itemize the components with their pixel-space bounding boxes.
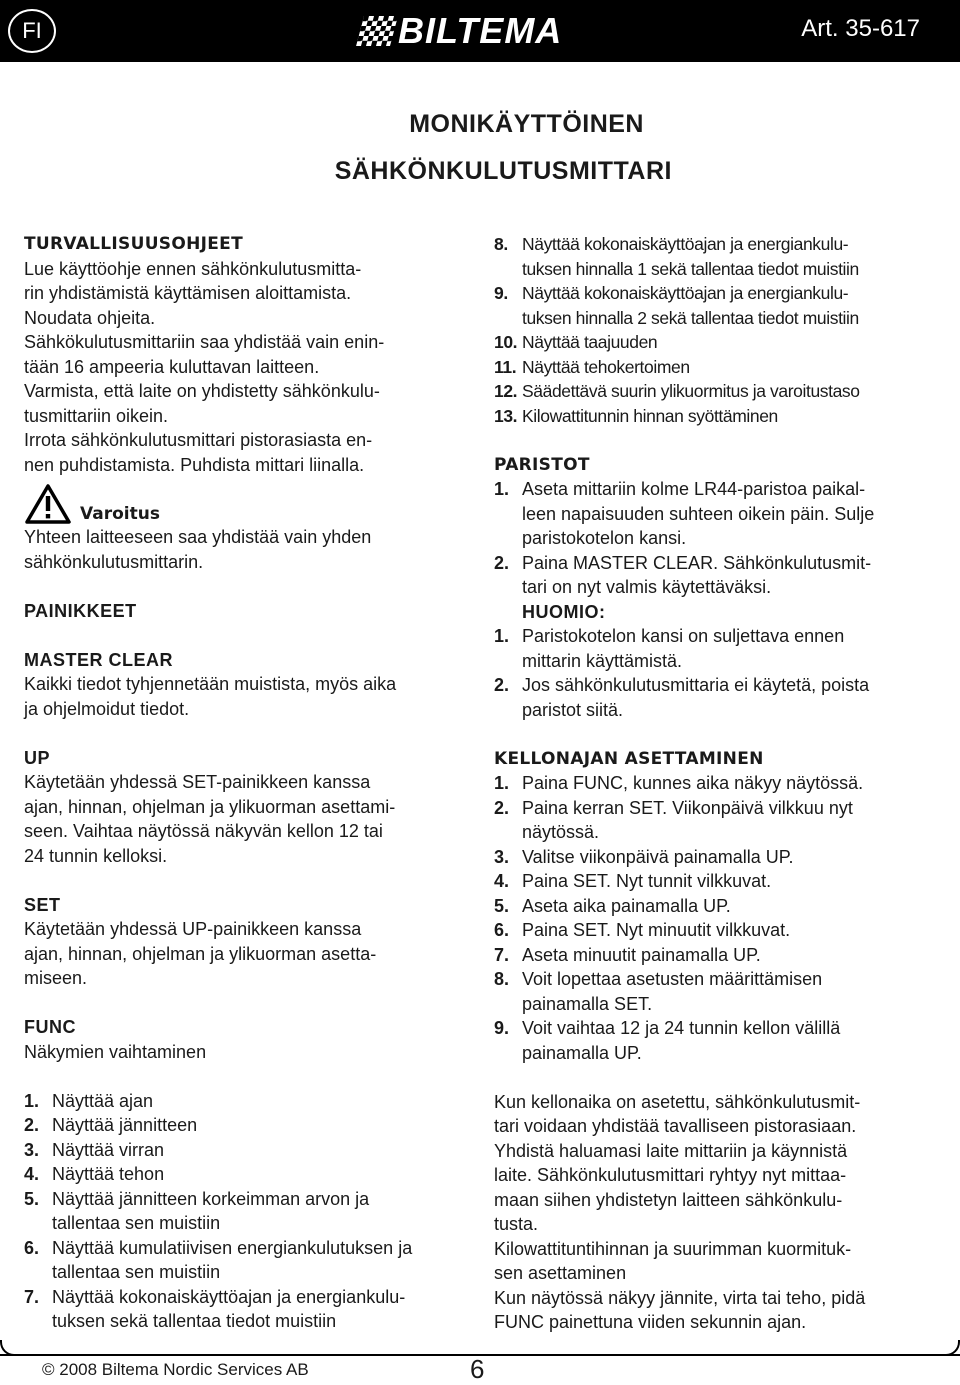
list-item [24, 1113, 474, 1138]
list-item [494, 477, 940, 551]
list-text: Näyttää ajan [52, 1090, 154, 1111]
list-text: Näyttää taajuuden [522, 332, 658, 352]
list-item [24, 1285, 474, 1334]
brand-name: BILTEMA [398, 10, 563, 51]
battery-steps [494, 477, 940, 600]
list-text: Näyttää virran [52, 1139, 165, 1160]
list-text: Näyttää kokonaiskäyttöajan ja energiankulu- [52, 1286, 406, 1307]
language-badge: FI [8, 9, 56, 53]
list-item [494, 845, 940, 870]
list-text: Paristokotelon kansi on suljettava ennen [522, 626, 845, 646]
master-clear-line: Kaikki tiedot tyhjennetään muistista, myös aika [24, 674, 397, 694]
list-item [24, 1162, 474, 1187]
paragraph-line: tari voidaan yhdistää tavalliseen pistorasiaan. [494, 1116, 857, 1136]
list-number: 7. [494, 944, 510, 965]
list-text: Jos sähkönkulutusmittaria ei käytetä, poista [522, 675, 870, 695]
list-number: 8. [494, 234, 508, 254]
func-list-right [494, 232, 940, 428]
safety-line: Sähkökulutusmittariin saa yhdistää vain enin- [24, 332, 385, 352]
list-item [494, 967, 940, 1016]
list-text: Näyttää jännitteen korkeimman arvon ja [52, 1188, 370, 1209]
list-text: painamalla SET. [522, 993, 653, 1014]
paragraph-line: Kun näytössä näkyy jännite, virta tai teho, pidä [494, 1287, 866, 1308]
clock-heading: KELLONAJAN ASETTAMINEN [494, 748, 764, 769]
warning-heading-row [24, 479, 474, 525]
list-number: 11. [494, 356, 517, 377]
list-text: Voit lopettaa asetusten määrittämisen [522, 969, 823, 989]
list-item [494, 1016, 940, 1065]
list-item [24, 1187, 474, 1236]
safety-line: nen puhdistamista. Puhdista mittari liinalla. [24, 454, 365, 475]
list-number: 2. [494, 675, 510, 695]
list-item [494, 404, 940, 429]
list-text: paristokotelon kansi. [522, 528, 687, 548]
list-number: 9. [494, 283, 508, 303]
list-number: 4. [494, 871, 510, 891]
list-text: mittarin käyttämistä. [522, 650, 683, 671]
list-text: Paina FUNC, kunnes aika näkyy näytössä. [522, 773, 864, 793]
paragraph-line: sen asettaminen [494, 1263, 627, 1283]
safety-line: Irrota sähkönkulutusmittari pistorasiasta en- [24, 430, 373, 450]
batteries-heading: PARISTOT [494, 454, 590, 475]
list-number: 12. [494, 381, 518, 401]
header-bar [0, 0, 960, 62]
list-number: 9. [494, 1018, 510, 1038]
safety-line: Noudata ohjeita. [24, 307, 156, 328]
set-line: miseen. [24, 968, 88, 988]
paragraph-line: Kun kellonaika on asetettu, sähkönkulutusmit- [494, 1091, 861, 1112]
list-item [494, 232, 940, 281]
clock-steps [494, 771, 940, 1065]
set-heading: SET [24, 894, 61, 915]
list-number: 1. [24, 1090, 40, 1111]
list-text: paristot siitä. [522, 699, 624, 720]
paragraph-line: maan siihen yhdistetyn laitteen sähkönkulu- [494, 1189, 843, 1210]
list-text: Näyttää tehon [52, 1164, 165, 1184]
brand-logo [360, 12, 562, 50]
list-text: näytössä. [522, 822, 600, 842]
warning-line: sähkönkulutusmittarin. [24, 551, 204, 572]
list-item [494, 281, 940, 330]
list-number: 3. [494, 846, 510, 867]
clock-after-text [494, 1090, 940, 1335]
list-item [494, 918, 940, 943]
list-text: tuksen sekä tallentaa tiedot muistiin [52, 1311, 337, 1331]
list-text: Aseta mittariin kolme LR44-paristoa paikal- [522, 479, 866, 499]
safety-line: tään 16 ampeeria kuluttavan laitteen. [24, 356, 320, 377]
list-item [494, 379, 940, 404]
list-item [24, 1138, 474, 1163]
list-number: 4. [24, 1164, 40, 1184]
page-title-line2: SÄHKÖNKULUTUSMITTARI [334, 157, 672, 185]
safety-line: tusmittariin oikein. [24, 405, 169, 426]
list-text: Aseta minuutit painamalla UP. [522, 944, 761, 965]
list-item [494, 330, 940, 355]
list-number: 1. [494, 773, 510, 793]
master-clear-heading: MASTER CLEAR [24, 649, 173, 670]
up-line: seen. Vaihtaa näytössä näkyvän kellon 12 tai [24, 821, 383, 841]
page-number: 6 [470, 1354, 485, 1384]
func-line: Näkymien vaihtaminen [24, 1041, 207, 1062]
list-text: tallentaa sen muistiin [52, 1213, 221, 1233]
safety-line: Lue käyttöohje ennen sähkönkulutusmitta- [24, 258, 362, 279]
list-text: Paina kerran SET. Viikonpäivä vilkkuu nyt [522, 797, 853, 818]
list-number: 10. [494, 332, 518, 352]
list-number: 3. [24, 1139, 40, 1160]
paragraph-line: laite. Sähkönkulutusmittari ryhtyy nyt mittaa- [494, 1165, 847, 1185]
list-number: 7. [24, 1286, 40, 1307]
list-text: Näyttää jännitteen [52, 1115, 198, 1135]
buttons-heading: PAINIKKEET [24, 600, 137, 621]
list-number: 5. [494, 895, 510, 916]
list-number: 13. [494, 405, 518, 426]
right-column [494, 232, 940, 1335]
copyright-text: © 2008 Biltema Nordic Services AB [42, 1360, 309, 1379]
left-column [24, 232, 474, 1334]
list-text: Kilowattitunnin hinnan syöttäminen [522, 405, 778, 426]
list-item [494, 943, 940, 968]
list-item [494, 355, 940, 380]
list-item [494, 894, 940, 919]
up-heading: UP [24, 747, 51, 768]
list-text: leen napaisuuden suhteen oikein päin. Sulje [522, 503, 875, 524]
up-line: ajan, hinnan, ohjelman ja ylikuorman asettami- [24, 796, 396, 817]
list-item [494, 869, 940, 894]
safety-text [24, 257, 474, 478]
set-line: ajan, hinnan, ohjelman ja ylikuorman asetta- [24, 943, 377, 964]
list-item [494, 771, 940, 796]
paragraph-line: tusta. [494, 1214, 539, 1234]
checker-logo-icon [356, 16, 398, 46]
list-text: Paina SET. Nyt minuutit vilkkuvat. [522, 920, 791, 940]
battery-notes [494, 624, 940, 722]
list-text: tuksen hinnalla 1 sekä tallentaa tiedot muistiin [522, 258, 859, 279]
page-title-line1: MONIKÄYTTÖINEN [409, 110, 644, 138]
func-heading: FUNC [24, 1017, 76, 1037]
list-item [24, 1236, 474, 1285]
list-number: 1. [494, 479, 510, 499]
safety-heading: TURVALLISUUSOHJEET [24, 234, 243, 254]
up-line: Käytetään yhdessä SET-painikkeen kanssa [24, 772, 371, 792]
list-text: painamalla UP. [522, 1042, 642, 1063]
article-number: Art. 35-617 [801, 15, 920, 42]
list-number: 2. [24, 1115, 40, 1135]
list-item [24, 1089, 474, 1114]
master-clear-line: ja ohjelmoidut tiedot. [24, 698, 190, 719]
list-text: Säädettävä suurin ylikuormitus ja varoitustaso [522, 381, 860, 401]
warning-line: Yhteen laitteeseen saa yhdistää vain yhden [24, 527, 372, 547]
list-item [494, 624, 940, 673]
list-text: Näyttää kumulatiivisen energiankulutuksen ja [52, 1237, 413, 1258]
list-number: 6. [24, 1237, 40, 1258]
list-text: Näyttää tehokertoimen [522, 356, 690, 377]
list-text: Voit vaihtaa 12 ja 24 tunnin kellon välillä [522, 1018, 841, 1038]
list-number: 8. [494, 969, 510, 989]
list-text: Valitse viikonpäivä painamalla UP. [522, 846, 794, 867]
list-text: tari on nyt valmis käytettäväksi. [522, 577, 772, 597]
list-item [494, 673, 940, 722]
list-text: Aseta aika painamalla UP. [522, 895, 731, 916]
list-text: tallentaa sen muistiin [52, 1262, 221, 1282]
set-line: Käytetään yhdessä UP-painikkeen kanssa [24, 919, 362, 939]
list-text: Näyttää kokonaiskäyttöajan ja energiankulu- [522, 234, 849, 254]
list-number: 5. [24, 1188, 40, 1209]
warning-triangle-icon [24, 483, 72, 525]
list-text: Paina SET. Nyt tunnit vilkkuvat. [522, 871, 772, 891]
safety-line: rin yhdistämistä käyttämisen aloittamista. [24, 283, 352, 303]
list-number: 2. [494, 797, 510, 818]
list-text: Näyttää kokonaiskäyttöajan ja energiankulu- [522, 283, 849, 303]
paragraph-line: FUNC painettuna viiden sekunnin ajan. [494, 1312, 807, 1332]
list-number: 2. [494, 552, 510, 573]
up-line: 24 tunnin kelloksi. [24, 845, 168, 866]
list-text: Paina MASTER CLEAR. Sähkönkulutusmit- [522, 552, 872, 573]
list-text: tuksen hinnalla 2 sekä tallentaa tiedot muistiin [522, 307, 859, 328]
list-number: 6. [494, 920, 510, 940]
paragraph-line: Yhdistä haluamasi laite mittariin ja käynnistä [494, 1140, 848, 1161]
list-number: 1. [494, 626, 510, 646]
note-heading: HUOMIO: [522, 601, 606, 622]
paragraph-line: Kilowattituntihinnan ja suurimman kuormituk- [494, 1238, 852, 1259]
safety-line: Varmista, että laite on yhdistetty sähkönkulu- [24, 381, 380, 401]
warning-title: Varoitus [80, 504, 160, 524]
list-item [494, 551, 940, 600]
list-item [494, 796, 940, 845]
func-list-left [24, 1089, 474, 1334]
